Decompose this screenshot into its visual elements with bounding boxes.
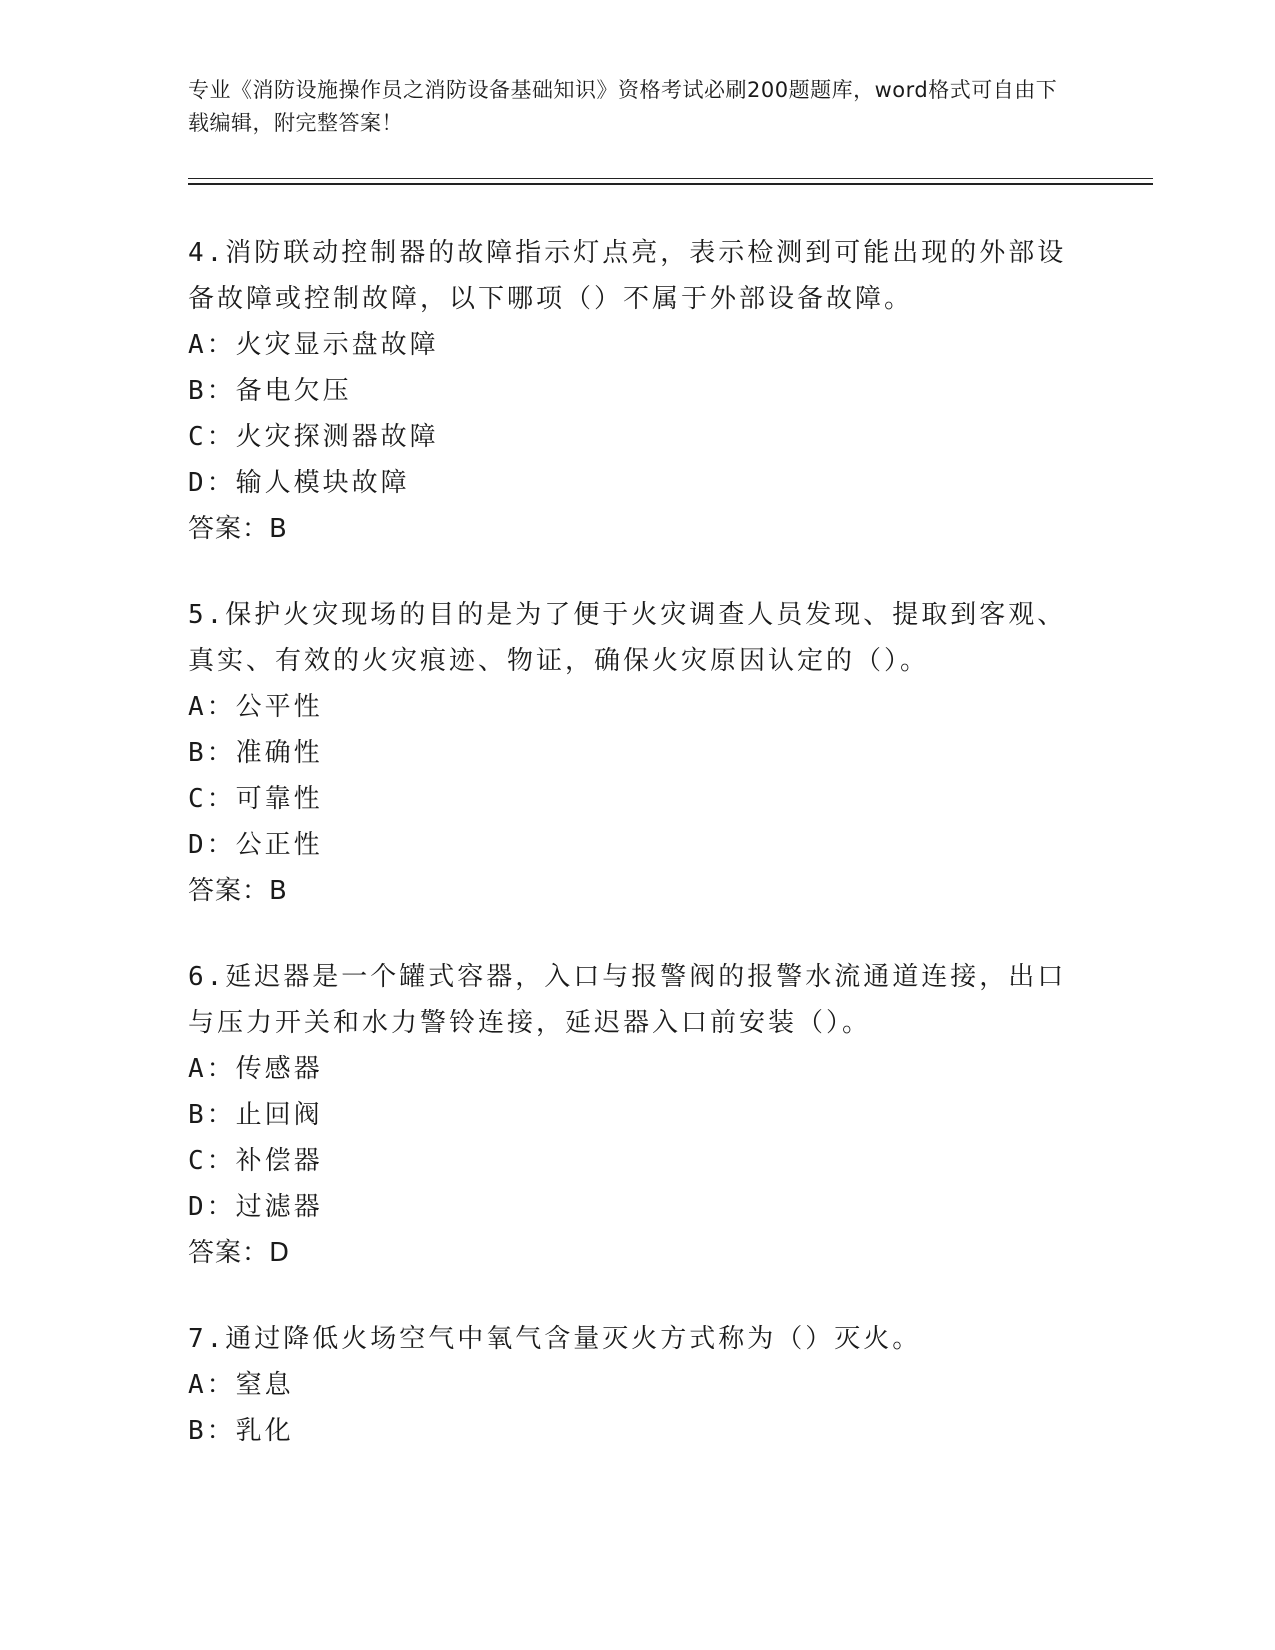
option-c: C：补偿器	[188, 1146, 323, 1176]
question-stem: 6.延迟器是一个罐式容器，入口与报警阀的报警水流通道连接，出口与压力开关和水力警铃连接，延迟器入口前安装（）。	[188, 962, 1067, 1038]
answer-line: 答案：B	[188, 514, 288, 544]
header-divider-thick	[188, 183, 1153, 185]
question-stem: 7.通过降低火场空气中氧气含量灭火方式称为（）灭火。	[188, 1324, 922, 1354]
option-d: D：输人模块故障	[188, 468, 410, 498]
question-stem: 4.消防联动控制器的故障指示灯点亮，表示检测到可能出现的外部设备故障或控制故障，以下哪项（）不属于外部设备故障。	[188, 238, 1067, 314]
option-c: C：可靠性	[188, 784, 323, 814]
question-7	[188, 1316, 1088, 1454]
option-a: A：公平性	[188, 692, 323, 722]
option-b: B：准确性	[188, 738, 323, 768]
option-a: A：火灾显示盘故障	[188, 330, 439, 360]
option-b: B：止回阀	[188, 1100, 323, 1130]
option-c: C：火灾探测器故障	[188, 422, 439, 452]
option-d: D：公正性	[188, 830, 323, 860]
question-4	[188, 230, 1088, 552]
option-d: D：过滤器	[188, 1192, 323, 1222]
option-b: B：备电欠压	[188, 376, 352, 406]
question-stem: 5.保护火灾现场的目的是为了便于火灾调查人员发现、提取到客观、真实、有效的火灾痕迹、物证，确保火灾原因认定的（）。	[188, 600, 1067, 676]
option-a: A：传感器	[188, 1054, 323, 1084]
question-list	[188, 230, 1088, 1494]
header-divider-thin	[188, 178, 1153, 179]
option-b: B：乳化	[188, 1416, 294, 1446]
answer-line: 答案：D	[188, 1238, 291, 1268]
option-a: A：窒息	[188, 1370, 294, 1400]
answer-line: 答案：B	[188, 876, 288, 906]
question-6	[188, 954, 1088, 1276]
document-header: 专业《消防设施操作员之消防设备基础知识》资格考试必刷200题题库，word格式可自由下载编辑，附完整答案！	[188, 78, 1058, 135]
question-5	[188, 592, 1088, 914]
